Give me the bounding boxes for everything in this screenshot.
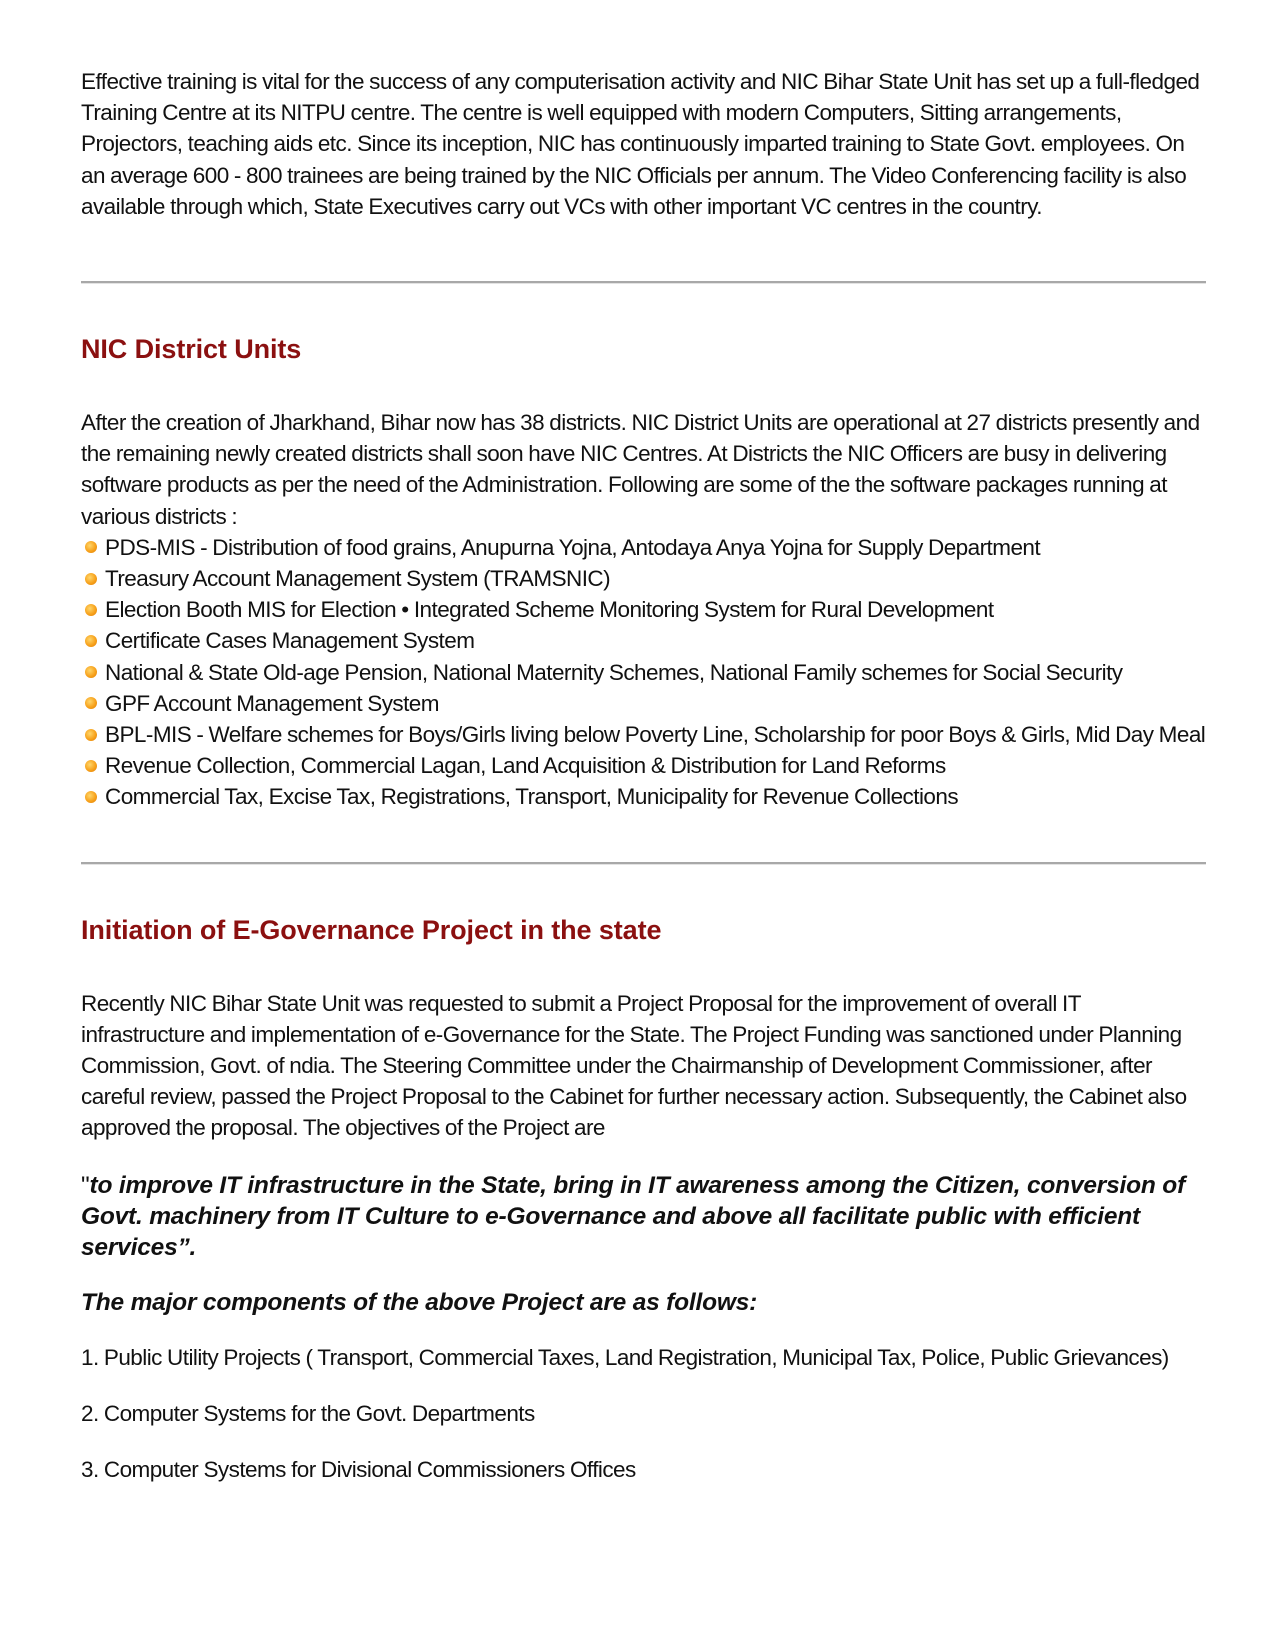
orange-bullet-icon	[85, 635, 97, 647]
list-item-text: GPF Account Management System	[105, 690, 439, 716]
egov-heading: Initiation of E-Governance Project in the state	[81, 914, 662, 945]
district-units-heading: NIC District Units	[81, 334, 302, 365]
training-paragraph: Effective training is vital for the success of any computerisation activity and NIC Bihar State Unit has set up a full-fledged Training Centre at its NITPU centre. The centre is well equipped with modern Computers, Sitting arrangements, Projectors, teaching aids etc. Since its inception, NIC has continuously imparted training to State Govt. employees. On an average 600 - 800 trainees are being trained by the NIC Officials per annum. The Video Conferencing facility is also available through which, State Executives carry out VCs with other important VC centres in the country.	[81, 69, 1200, 219]
list-item	[81, 532, 1206, 563]
district-units-paragraph: After the creation of Jharkhand, Bihar now has 38 districts. NIC District Units are operational at 27 districts presently and the remaining newly created districts shall soon have NIC Centres. At Districts the NIC Officers are busy in delivering software products as per the need of the Administration. Following are some of the the software packages running at various districts :	[81, 410, 1200, 529]
list-item-text: Treasury Account Management System (TRAMSNIC)	[105, 566, 611, 592]
orange-bullet-icon	[85, 760, 97, 772]
orange-bullet-icon	[85, 791, 97, 803]
list-item-text: National & State Old-age Pension, National Maternity Schemes, National Family schemes for Social Security	[105, 659, 1123, 685]
orange-bullet-icon	[85, 666, 97, 678]
list-item: 3. Computer Systems for Divisional Commissioners Offices	[81, 1457, 636, 1483]
list-item	[81, 563, 1206, 594]
software-packages-list	[81, 532, 1206, 813]
list-item	[81, 594, 1206, 625]
list-item-text: BPL-MIS - Welfare schemes for Boys/Girls living below Poverty Line, Scholarship for poor Boys & Girls, Mid Day Meal	[105, 722, 1206, 748]
list-item	[81, 688, 1206, 719]
orange-bullet-icon	[85, 697, 97, 709]
list-item	[81, 657, 1206, 688]
list-item-text: Revenue Collection, Commercial Lagan, Land Acquisition & Distribution for Land Reforms	[105, 753, 946, 779]
list-item: 2. Computer Systems for the Govt. Departments	[81, 1400, 535, 1426]
list-item-text: Election Booth MIS for Election • Integrated Scheme Monitoring System for Rural Development	[105, 597, 994, 623]
orange-bullet-icon	[85, 604, 97, 616]
list-item	[81, 750, 1206, 781]
orange-bullet-icon	[85, 541, 97, 553]
list-item-text: Commercial Tax, Excise Tax, Registrations, Transport, Municipality for Revenue Collections	[105, 784, 959, 810]
components-list	[81, 1342, 1206, 1486]
list-item-text: PDS-MIS - Distribution of food grains, Anupurna Yojna, Antodaya Anya Yojna for Supply Department	[105, 534, 1041, 560]
project-objective-quote	[81, 1170, 1206, 1263]
components-heading: The major components of the above Project are as follows:	[81, 1288, 758, 1316]
list-item-text: Certificate Cases Management System	[105, 628, 475, 654]
document-page	[81, 66, 1206, 1510]
list-item	[81, 719, 1206, 750]
list-item: 1. Public Utility Projects ( Transport, Commercial Taxes, Land Registration, Municipal Tax, Police, Public Grievances)	[81, 1344, 1169, 1370]
egov-paragraph: Recently NIC Bihar State Unit was requested to submit a Project Proposal for the improvement of overall IT infrastructure and implementation of e-Governance for the State. The Project Funding was sanctioned under Planning Commission, Govt. of ndia. The Steering Committee under the Chairmanship of Development Commissioner, after careful review, passed the Project Proposal to the Cabinet for further necessary action. Subsequently, the Cabinet also approved the proposal. The objectives of the Project are	[81, 990, 1187, 1141]
quote-open-mark: "	[81, 1171, 90, 1199]
quote-text: to improve IT infrastructure in the State, bring in IT awareness among the Citizen, conversion of Govt. machinery from IT Culture to e-Governance and above all facilitate public with efficient services”.	[81, 1171, 1186, 1261]
orange-bullet-icon	[85, 573, 97, 585]
list-item	[81, 625, 1206, 656]
orange-bullet-icon	[85, 729, 97, 741]
list-item	[81, 781, 1206, 812]
